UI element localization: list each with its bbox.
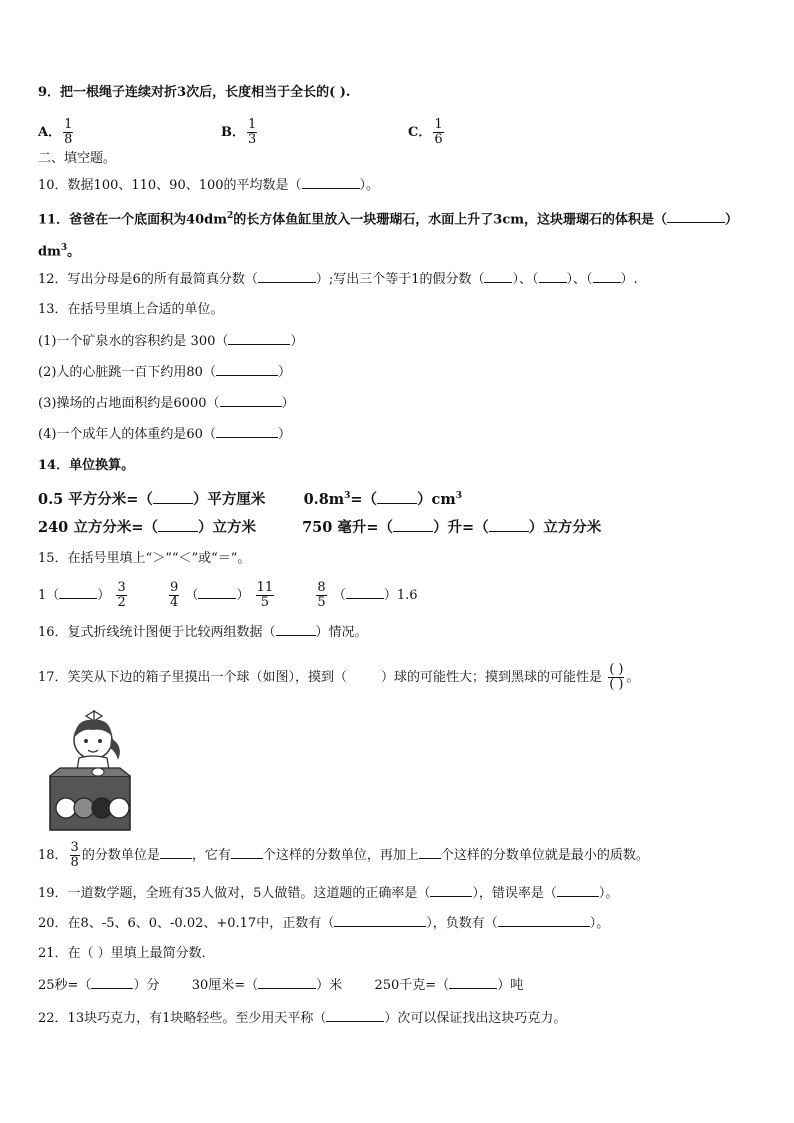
question-21-title: 21．在（ ）里填上最简分数． (38, 946, 215, 961)
q9-option-a: A． $\frac{1}{8}$ (38, 117, 73, 147)
question-9: 9．把一根绳子连续对折3次后，长度相当于全长的( ). (38, 85, 351, 100)
question-22: 22．13块巧克力，有1块略轻些。至少用天平称（ ）次可以保证找出这块巧克力。 (38, 1011, 567, 1026)
question-14-line-2: 240 立方分米=（ ）立方米 750 毫升=（ ）升=（ ）立方分米 (38, 519, 602, 536)
girl-with-box-illustration (46, 708, 134, 834)
q9-option-b: B． $\frac{1}{3}$ (221, 117, 257, 147)
question-12: 12．写出分母是6的所有最简真分数（ ）;写出三个等于1的假分数（ ）、（ ）、（ ）. (38, 272, 638, 287)
question-15-row: 1（ ） $\frac{3}{2}$ $\frac{9}{4}$ （ ） $\frac{11}{5}$ $\frac{8}{5}$ （ ）1.6 (38, 580, 418, 610)
question-13-item-4: (4)一个成年人的体重约是60（ ） (38, 427, 291, 442)
question-17: 17．笑笑从下边的箱子里摸出一个球（如图），摸到（ ）球的可能性大；摸到黑球的可能性是 $\frac{( )}{( )}$ 。 (38, 662, 640, 692)
question-13-item-2: (2)人的心脏跳一百下约用80（ ） (38, 365, 291, 380)
question-14-title: 14．单位换算。 (38, 458, 135, 473)
question-10: 10．数据100、110、90、100的平均数是（ ）。 (38, 178, 380, 193)
question-15-title: 15．在括号里填上“＞”“＜”或“＝”。 (38, 551, 251, 566)
question-18: 18． $\frac{3}{8}$ 的分数单位是 ，它有 个这样的分数单位，再加上 个这样的分数单位就是最小的质数。 (38, 840, 649, 870)
question-21-row: 25秒=（ ）分 30厘米=（ ）米 250千克=（ ）吨 (38, 978, 524, 993)
question-19: 19．一道数学题，全班有35人做对，5人做错。这道题的正确率是（ ），错误率是（ ）。 (38, 886, 619, 901)
question-14-line-1: 0.5 平方分米=（ ）平方厘米 $0.8m^3=$（ ）$cm^3$ (38, 490, 462, 508)
question-13-item-1: (1)一个矿泉水的容积约是 300（ ） (38, 334, 304, 349)
question-11: 11．爸爸在一个底面积为$40dm^2$的长方体鱼缸里放入一块珊瑚石，水面上升了3cm，这块珊瑚石的体积是（ ） (38, 211, 739, 228)
q9-option-c: C． $\frac{1}{6}$ (408, 117, 443, 147)
question-16: 16．复式折线统计图便于比较两组数据（ ）情况。 (38, 625, 368, 640)
question-13-item-3: (3)操场的占地面积约是6000（ ） (38, 396, 295, 411)
section-title: 二、填空题。 (38, 151, 117, 166)
question-11-unit: $dm^3$。 (38, 243, 81, 260)
question-13-title: 13．在括号里填上合适的单位。 (38, 302, 224, 317)
question-20: 20．在8、-5、6、0、-0.02、+0.17中，正数有（ ），负数有（ ）。 (38, 916, 610, 931)
